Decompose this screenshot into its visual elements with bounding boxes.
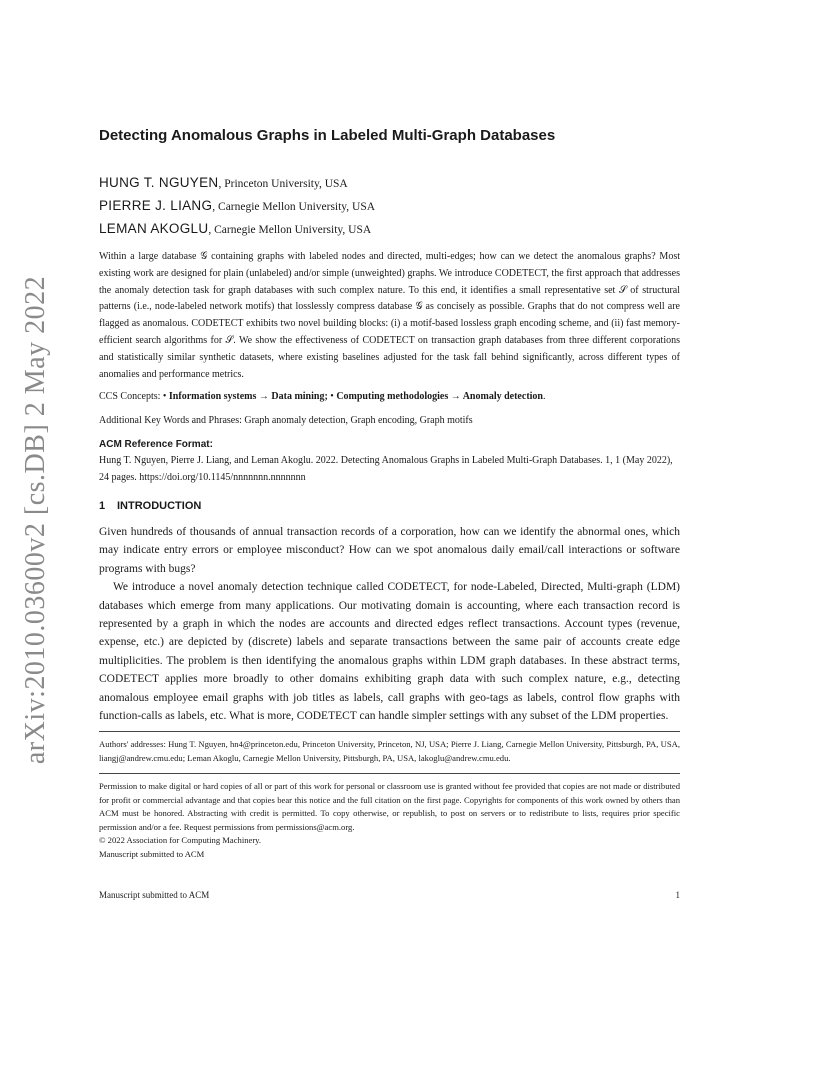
page-footer xyxy=(99,890,680,900)
arxiv-sidebar-stamp xyxy=(12,275,60,765)
author-affiliation: , Princeton University, USA xyxy=(218,178,348,190)
ccs-concepts: CCS Concepts: • Information systems → Data mining; • Computing methodologies → Anomaly detection. xyxy=(99,391,546,403)
author-name: LEMAN AKOGLU xyxy=(99,221,209,236)
section-number: 1 xyxy=(99,499,106,512)
keywords: Additional Key Words and Phrases: Graph anomaly detection, Graph encoding, Graph motifs xyxy=(99,415,473,427)
paper-first-page xyxy=(99,126,680,861)
acm-reference-text: Hung T. Nguyen, Pierre J. Liang, and Leman Akoglu. 2022. Detecting Anomalous Graphs in Labeled Multi-Graph Databases. 1, 1 (May 2022), 24 pages. https://doi.org/10.1145/nnnnnnn.nnnnnnn xyxy=(99,455,673,484)
section-title: INTRODUCTION xyxy=(117,499,202,512)
permission-divider xyxy=(99,773,680,774)
page-number: 1 xyxy=(675,890,680,900)
ccs-item: Information systems → Data mining; xyxy=(168,391,328,403)
author-entry xyxy=(99,172,680,195)
intro-paragraph: We introduce a novel anomaly detection technique called CODETECT, for node-Labeled, Directed, Multi-graph (LDM) databases which emerge from many applications. Our motivating domain is accounting, where each transaction record is represented by a graph in which the nodes are accounts and directed edges reflect transactions. Account types (revenue, expense, etc.) are depicted by (discrete) labels and separate transactions between the same pair of accounts create edge multiplicities. The problem is then identifying the anomalous graphs within LDM graph databases. In these abstract terms, CODETECT applies more broadly to other domains exhibiting graph data with such complex nature, e.g., detecting anomalous employee email graphs with job titles as labels, call graphs with geo-tags as labels, control flow graphs with function-calls as labels, etc. What is more, CODETECT can handle simpler settings with any subset of the LDM properties. xyxy=(99,581,680,723)
author-entry xyxy=(99,218,680,241)
author-list xyxy=(99,172,680,241)
acm-reference-heading: ACM Reference Format: xyxy=(99,439,213,451)
permission-notice: Permission to make digital or hard copies of all or part of this work for personal or classroom use is granted without fee provided that copies are not made or distributed for profit or commercial advantage and that copies bear this notice and the full citation on the first page. Copyrights for components of this work owned by others than ACM must be honored. Abstracting with credit is permitted. To copy otherwise, or republish, to post on servers or to redistribute to lists, requires prior specific permission and/or a fee. Request permissions from permissions@acm.org. xyxy=(99,781,680,832)
author-affiliation: , Carnegie Mellon University, USA xyxy=(208,224,372,236)
author-name: PIERRE J. LIANG xyxy=(99,198,213,213)
arxiv-id: arXiv:2010.03600v2 [cs.DB] 2 May 2022 xyxy=(20,275,52,765)
abstract: Within a large database 𝒢 containing graphs with labeled nodes and directed, multi-edges; how can we detect the anomalous graphs? Most existing work are designed for plain (unlabeled) and/or simple (unweighted) graphs. We introduce CODETECT, the first approach that addresses the anomaly detection task for graph databases with such complex nature. To this end, it identifies a small representative set 𝒮 of structural patterns (i.e., node-labeled network motifs) that losslessly compress database 𝒢 as concisely as possible. Graphs that do not compress well are flagged as anomalous. CODETECT exhibits two novel building blocks: (i) a motif-based lossless graph encoding scheme, and (ii) fast memory-efficient search algorithms for 𝒮. We show the effectiveness of CODETECT on transaction graph databases from three different corporations and statistically similar synthetic datasets, where existing baselines adjusted for the task fall behind significantly, across different types of anomalies and performance metrics. xyxy=(99,251,680,380)
footer-left-text: Manuscript submitted to ACM xyxy=(99,890,210,900)
copyright-notice: © 2022 Association for Computing Machinery. xyxy=(99,835,262,846)
section-heading xyxy=(99,497,680,515)
author-name: HUNG T. NGUYEN xyxy=(99,175,219,190)
footnote-divider xyxy=(99,731,680,732)
authors-addresses: Authors' addresses: Hung T. Nguyen, hn4@princeton.edu, Princeton University, Princeton, NJ, USA; Pierre J. Liang, Carnegie Mellon University, Pittsburgh, PA, USA, liangj@andrew.cmu.edu; Leman Akoglu, Carnegie Mellon University, Pittsburgh, PA, USA, lakoglu@andrew.cmu.edu. xyxy=(99,739,680,763)
author-affiliation: , Carnegie Mellon University, USA xyxy=(212,201,376,213)
ccs-item: Computing methodologies → Anomaly detection xyxy=(336,391,543,403)
manuscript-note: Manuscript submitted to ACM xyxy=(99,848,205,859)
paper-title: Detecting Anomalous Graphs in Labeled Multi-Graph Databases xyxy=(99,127,556,144)
author-entry xyxy=(99,195,680,218)
intro-paragraph: Given hundreds of thousands of annual transaction records of a corporation, how can we identify the abnormal ones, which may indicate entry errors or employee misconduct? How can we spot anomalous daily email/call interactions or software programs with bugs? xyxy=(99,525,680,575)
